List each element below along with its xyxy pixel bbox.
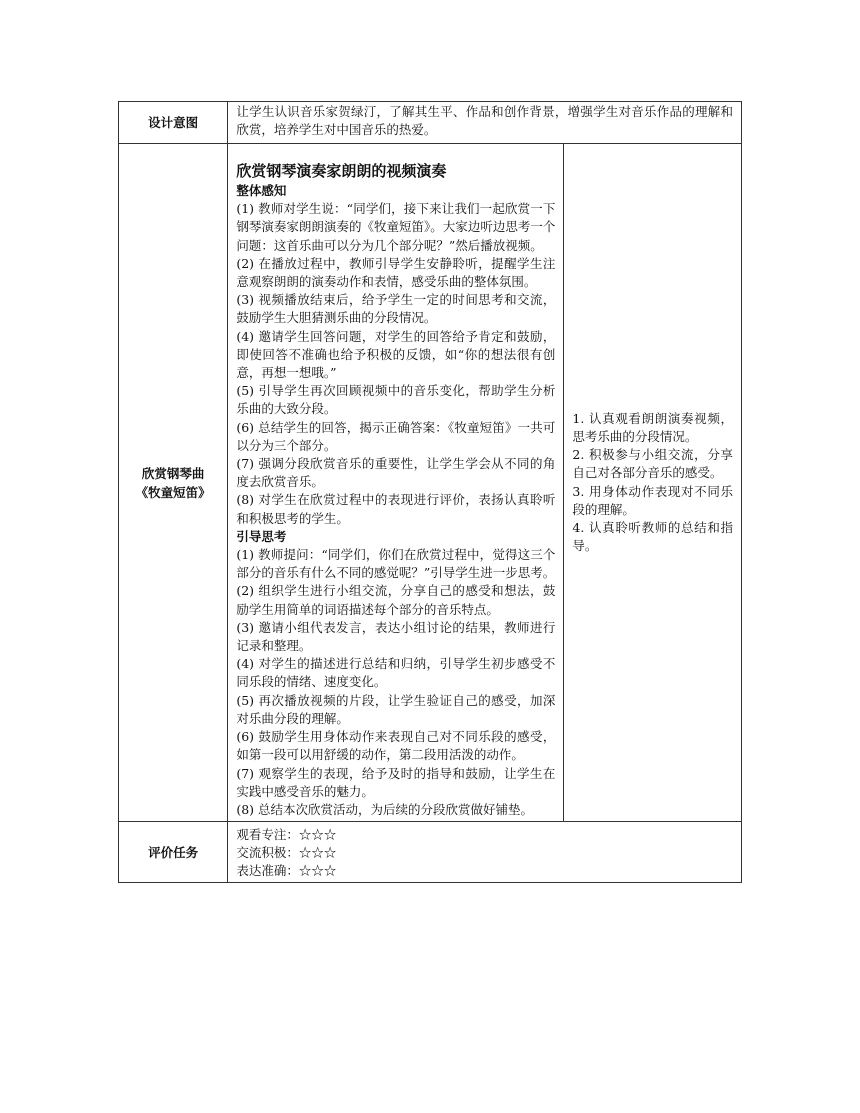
evaluation-cell [228,822,742,883]
student-item: 2. 积极参与小组交流，分享自己对各部分音乐的感受。 [572,447,733,481]
teacher-activity-cell [228,144,564,822]
design-intent-label: 设计意图 [119,102,228,144]
student-item: 1. 认真观看朗朗演奏视频，思考乐曲的分段情况。 [572,410,733,444]
section1-item: (1) 教师对学生说：“同学们，接下来让我们一起欣赏一下钢琴演奏家朗朗演奏的《牧童短笛》。大家边听边思考一个问题：这首乐曲可以分为几个部分呢？”然后播放视频。 [236,201,556,253]
row-appreciation [119,144,742,822]
section2-item: (1) 教师提问：“同学们，你们在欣赏过程中，觉得这三个部分的音乐有什么不同的感觉呢？”引导学生进一步思考。 [236,547,556,581]
appreciation-label-line1: 欣赏钢琴曲 [141,465,205,481]
row-evaluation [119,822,742,883]
section2-item: (6) 鼓励学生用身体动作来表现自己对不同乐段的感受，如第一段可以用舒缓的动作，第二段用活泼的动作。 [236,729,556,763]
section2-item: (8) 总结本次欣赏活动，为后续的分段欣赏做好铺垫。 [236,801,534,817]
section1-item: (7) 强调分段欣赏音乐的重要性，让学生学会从不同的角度去欣赏音乐。 [236,456,556,490]
row-design-intent [119,102,742,144]
section1-item: (2) 在播放过程中，教师引导学生安静聆听，提醒学生注意观察朗朗的演奏动作和表情，感受乐曲的整体氛围。 [236,255,556,290]
student-item: 4. 认真聆听教师的总结和指导。 [572,519,733,554]
section2-item: (2) 组织学生进行小组交流，分享自己的感受和想法，鼓励学生用简单的词语描述每个部分的音乐特点。 [236,583,556,617]
evaluation-item: 观看专注：☆☆☆ [236,827,337,843]
student-item: 3. 用身体动作表现对不同乐段的理解。 [572,483,733,517]
section2-item: (3) 邀请小组代表发言，表达小组讨论的结果，教师进行记录和整理。 [236,619,556,654]
appreciation-label [119,144,228,822]
design-intent-text [228,102,742,144]
evaluation-item: 交流积极：☆☆☆ [236,845,337,861]
student-activity-cell [564,144,742,822]
section2-heading: 引导思考 [236,528,287,544]
design-intent-paragraph: 让学生认识音乐家贺绿汀，了解其生平、作品和创作背景，增强学生对音乐作品的理解和欣赏，培养学生对中国音乐的热爱。 [236,104,733,138]
section2-item: (4) 对学生的描述进行总结和归纳，引导学生初步感受不同乐段的情绪、速度变化。 [236,656,556,690]
section1-item: (3) 视频播放结束后，给予学生一定的时间思考和交流，鼓励学生大胆猜测乐曲的分段情况。 [236,292,556,326]
section1-item: (5) 引导学生再次回顾视频中的音乐变化，帮助学生分析乐曲的大致分段。 [236,383,556,417]
section1-heading: 整体感知 [236,183,287,198]
appreciation-label-line2: 《牧童短笛》 [135,484,211,500]
section1-item: (8) 对学生在欣赏过程中的表现进行评价，表扬认真聆听和积极思考的学生。 [236,492,556,526]
section2-item: (5) 再次播放视频的片段，让学生验证自己的感受，加深对乐曲分段的理解。 [236,692,556,726]
activity-title: 欣赏钢琴演奏家朗朗的视频演奏 [236,162,447,180]
evaluation-item: 表达准确：☆☆☆ [236,863,337,879]
section1-item: (4) 邀请学生回答问题，对学生的回答给予肯定和鼓励，即使回答不准确也给予积极的反馈，如“你的想法很有创意，再想一想哦。” [236,328,556,381]
evaluation-label: 评价任务 [119,822,228,883]
lesson-plan-table [118,101,742,883]
section2-item: (7) 观察学生的表现，给予及时的指导和鼓励，让学生在实践中感受音乐的魅力。 [236,765,556,799]
section1-item: (6) 总结学生的回答，揭示正确答案：《牧童短笛》一共可以分为三个部分。 [236,419,556,453]
